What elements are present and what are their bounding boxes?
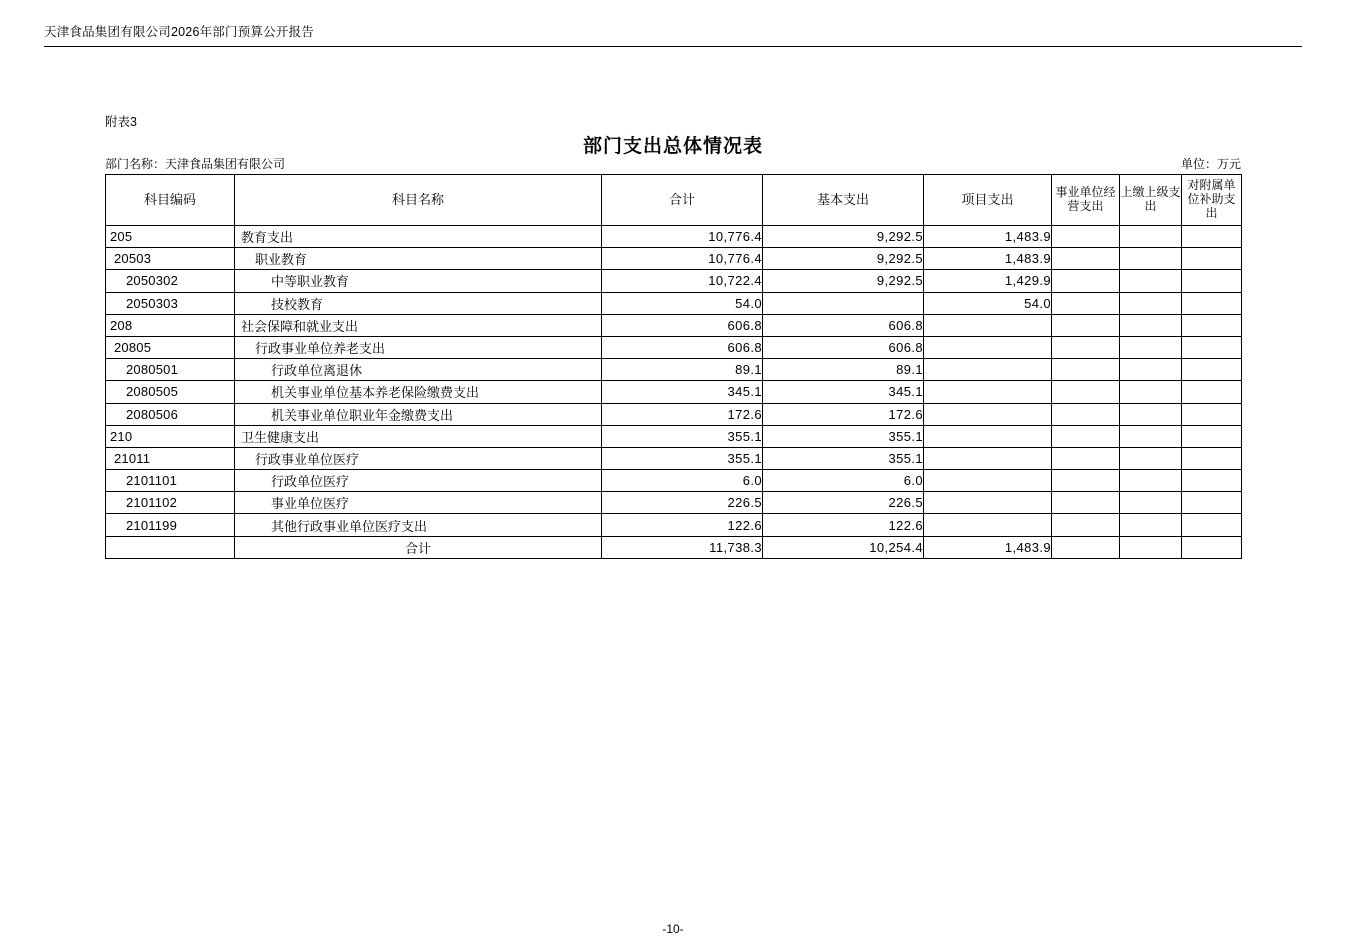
cell-name: 机关事业单位职业年金缴费支出 [235,403,602,425]
cell-project: 1,483.9 [924,226,1052,248]
cell-basic: 9,292.5 [763,270,924,292]
cell-code: 2080506 [106,403,235,425]
cell-basic: 89.1 [763,359,924,381]
cell-code: 205 [106,226,235,248]
cell-project [924,425,1052,447]
cell-subsidy [1182,403,1242,425]
cell-project: 54.0 [924,292,1052,314]
column-header-code: 科目编码 [106,175,235,226]
cell-basic: 226.5 [763,492,924,514]
table-row [106,270,1242,292]
cell-upper [1120,403,1182,425]
cell-code: 2101199 [106,514,235,536]
cell-subsidy [1182,492,1242,514]
cell-project [924,470,1052,492]
cell-upper [1120,359,1182,381]
cell-total: 10,776.4 [602,226,763,248]
cell-upper [1120,492,1182,514]
cell-subsidy [1182,248,1242,270]
table-row [106,381,1242,403]
cell-upper [1120,336,1182,358]
table-row [106,292,1242,314]
header-divider [44,46,1302,47]
cell-name: 行政事业单位养老支出 [235,336,602,358]
table-row [106,359,1242,381]
cell-operating [1052,447,1120,469]
cell-code: 20805 [106,336,235,358]
cell-basic: 9,292.5 [763,226,924,248]
cell-total: 355.1 [602,425,763,447]
cell-subsidy [1182,336,1242,358]
cell-project [924,359,1052,381]
column-header-name: 科目名称 [235,175,602,226]
cell-total: 345.1 [602,381,763,403]
running-header: 天津食品集团有限公司2026年部门预算公开报告 [44,25,314,39]
cell-subsidy [1182,447,1242,469]
cell-project [924,447,1052,469]
cell-upper [1120,425,1182,447]
table-row [106,470,1242,492]
cell-code: 2101101 [106,470,235,492]
column-header-project: 项目支出 [924,175,1052,226]
cell-subsidy [1182,226,1242,248]
table-row [106,336,1242,358]
cell-upper [1120,270,1182,292]
cell-code-empty [106,536,235,558]
cell-basic: 122.6 [763,514,924,536]
cell-project [924,336,1052,358]
cell-total: 6.0 [602,470,763,492]
cell-name: 社会保障和就业支出 [235,314,602,336]
cell-name: 中等职业教育 [235,270,602,292]
cell-upper [1120,314,1182,336]
cell-name: 事业单位医疗 [235,492,602,514]
column-header-basic: 基本支出 [763,175,924,226]
cell-upper [1120,470,1182,492]
cell-upper [1120,514,1182,536]
unit-note: 单位：万元 [1180,157,1241,171]
cell-operating [1052,514,1120,536]
cell-basic: 345.1 [763,381,924,403]
cell-operating [1052,425,1120,447]
table-row [106,425,1242,447]
cell-code: 2101102 [106,492,235,514]
cell-total: 54.0 [602,292,763,314]
cell-code: 208 [106,314,235,336]
cell-subsidy [1182,425,1242,447]
table-row [106,226,1242,248]
cell-project [924,381,1052,403]
cell-basic [763,292,924,314]
page-number: -10- [662,922,684,936]
cell-name: 教育支出 [235,226,602,248]
cell-operating [1052,381,1120,403]
column-header-upper: 上缴上级支出 [1120,175,1182,226]
table-row [106,514,1242,536]
cell-operating [1052,492,1120,514]
cell-total: 606.8 [602,314,763,336]
cell-upper [1120,292,1182,314]
column-header-operating: 事业单位经营支出 [1052,175,1120,226]
cell-subsidy [1182,536,1242,558]
cell-total: 89.1 [602,359,763,381]
cell-operating [1052,248,1120,270]
cell-total: 355.1 [602,447,763,469]
table-total-row [106,536,1242,558]
cell-subsidy [1182,314,1242,336]
cell-operating [1052,336,1120,358]
cell-code: 210 [106,425,235,447]
cell-code: 2080505 [106,381,235,403]
cell-operating [1052,536,1120,558]
cell-operating [1052,359,1120,381]
cell-total: 172.6 [602,403,763,425]
cell-basic: 9,292.5 [763,248,924,270]
cell-name: 行政单位医疗 [235,470,602,492]
cell-name: 其他行政事业单位医疗支出 [235,514,602,536]
table-row [106,447,1242,469]
cell-basic: 10,254.4 [763,536,924,558]
table-row [106,492,1242,514]
cell-code: 2050303 [106,292,235,314]
cell-operating [1052,470,1120,492]
cell-project: 1,429.9 [924,270,1052,292]
column-header-total: 合计 [602,175,763,226]
column-header-subsidy: 对附属单位补助支出 [1182,175,1242,226]
cell-subsidy [1182,292,1242,314]
cell-project [924,492,1052,514]
cell-name: 技校教育 [235,292,602,314]
cell-operating [1052,314,1120,336]
cell-name: 行政事业单位医疗 [235,447,602,469]
cell-subsidy [1182,514,1242,536]
cell-upper [1120,447,1182,469]
cell-code: 21011 [106,447,235,469]
cell-subsidy [1182,359,1242,381]
cell-code: 2050302 [106,270,235,292]
cell-name: 卫生健康支出 [235,425,602,447]
table-body [106,226,1242,559]
department-name: 部门名称：天津食品集团有限公司 [105,157,286,171]
cell-operating [1052,226,1120,248]
cell-code: 2080501 [106,359,235,381]
cell-basic: 606.8 [763,336,924,358]
cell-subsidy [1182,381,1242,403]
cell-operating [1052,270,1120,292]
cell-subsidy [1182,270,1242,292]
cell-name: 机关事业单位基本养老保险缴费支出 [235,381,602,403]
cell-upper [1120,536,1182,558]
page-title: 部门支出总体情况表 [582,136,763,157]
cell-project [924,314,1052,336]
cell-basic: 355.1 [763,447,924,469]
cell-upper [1120,248,1182,270]
cell-project [924,514,1052,536]
cell-code: 20503 [106,248,235,270]
cell-basic: 6.0 [763,470,924,492]
cell-total: 226.5 [602,492,763,514]
cell-basic: 606.8 [763,314,924,336]
table-header-row [106,175,1242,226]
table-row [106,248,1242,270]
cell-basic: 172.6 [763,403,924,425]
cell-total-label: 合计 [235,536,602,558]
table-row [106,314,1242,336]
cell-total: 10,722.4 [602,270,763,292]
cell-operating [1052,292,1120,314]
cell-name: 职业教育 [235,248,602,270]
cell-total: 10,776.4 [602,248,763,270]
cell-operating [1052,403,1120,425]
expenditure-table [105,174,1242,559]
attachment-label: 附表3 [105,115,137,129]
cell-basic: 355.1 [763,425,924,447]
cell-upper [1120,226,1182,248]
cell-name: 行政单位离退休 [235,359,602,381]
cell-project: 1,483.9 [924,248,1052,270]
cell-total: 122.6 [602,514,763,536]
cell-project: 1,483.9 [924,536,1052,558]
cell-total: 11,738.3 [602,536,763,558]
cell-project [924,403,1052,425]
cell-total: 606.8 [602,336,763,358]
table-row [106,403,1242,425]
cell-subsidy [1182,470,1242,492]
cell-upper [1120,381,1182,403]
